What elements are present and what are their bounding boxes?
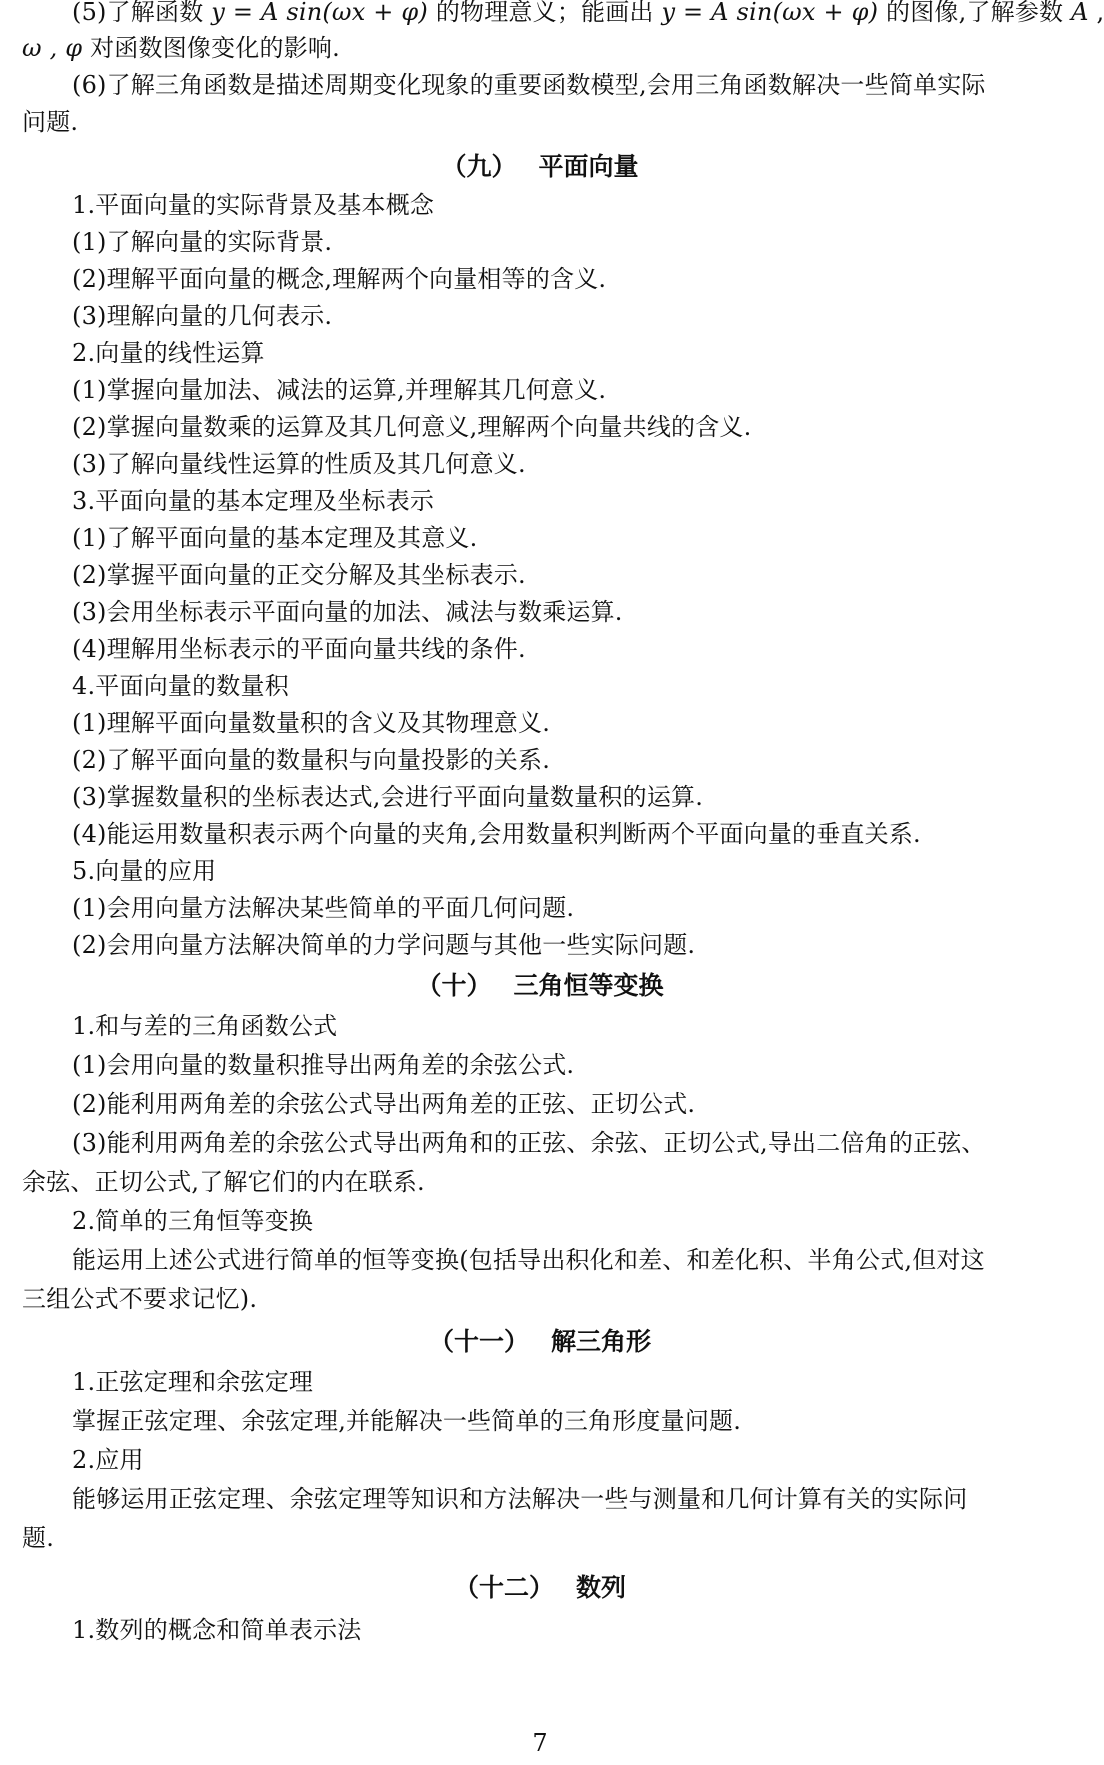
text-run: 的物理意义；能画出 — [427, 0, 662, 26]
paragraph-line: 3.平面向量的基本定理及坐标表示 — [72, 487, 435, 515]
section-number: （十二） — [453, 1573, 554, 1602]
paragraph-line: (3)理解向量的几何表示. — [72, 302, 333, 330]
paragraph-line: (1)了解平面向量的基本定理及其意义. — [72, 524, 478, 552]
section-heading — [0, 1568, 1080, 1608]
text-run: 的图像,了解参数 — [878, 0, 1072, 26]
paragraph-line — [22, 28, 340, 68]
section-heading — [0, 966, 1080, 1006]
formula-parameters: ω , φ — [22, 34, 83, 62]
formula-sine-function: y = A sin(ωx + φ) — [211, 0, 428, 26]
paragraph-line: (4)理解用坐标表示的平面向量共线的条件. — [72, 635, 526, 663]
text-run: , — [1088, 0, 1104, 26]
paragraph-line: 能够运用正弦定理、余弦定理等知识和方法解决一些与测量和几何计算有关的实际问 — [72, 1485, 968, 1513]
paragraph-line: 1.正弦定理和余弦定理 — [72, 1368, 314, 1396]
paragraph-line: 5.向量的应用 — [72, 857, 217, 885]
text-run: 对函数图像变化的影响. — [82, 34, 340, 62]
paragraph-line: (1)了解向量的实际背景. — [72, 228, 333, 256]
paragraph-line: (2)掌握平面向量的正交分解及其坐标表示. — [72, 561, 526, 589]
section-heading — [0, 147, 1080, 187]
section-number: （十一） — [428, 1327, 529, 1356]
paragraph-line: (3)了解向量线性运算的性质及其几何意义. — [72, 450, 526, 478]
section-title: 数列 — [576, 1573, 627, 1602]
paragraph-line: (2)掌握向量数乘的运算及其几何意义,理解两个向量共线的含义. — [72, 413, 752, 441]
section-title: 平面向量 — [538, 152, 639, 181]
paragraph-line: (1)掌握向量加法、减法的运算,并理解其几何意义. — [72, 376, 607, 404]
paragraph-line: 1.平面向量的实际背景及基本概念 — [72, 191, 435, 219]
formula-sine-function: y = A sin(ωx + φ) — [661, 0, 879, 26]
paragraph-line: (2)了解平面向量的数量积与向量投影的关系. — [72, 746, 551, 774]
paragraph-line: 余弦、正切公式,了解它们的内在联系. — [22, 1168, 425, 1196]
paragraph-line: (3)掌握数量积的坐标表达式,会进行平面向量数量积的运算. — [72, 783, 704, 811]
paragraph-line: 2.应用 — [72, 1446, 144, 1474]
paragraph-line: (2)能利用两角差的余弦公式导出两角差的正弦、正切公式. — [72, 1090, 696, 1118]
paragraph-line: 问题. — [22, 108, 79, 136]
paragraph-line: (1)理解平面向量数量积的含义及其物理意义. — [72, 709, 551, 737]
section-number: （九） — [441, 152, 517, 181]
section-number: （十） — [416, 971, 492, 1000]
paragraph-line: 题. — [22, 1524, 55, 1552]
formula-parameter-a: A — [1071, 0, 1089, 26]
paragraph-line: 1.数列的概念和简单表示法 — [72, 1616, 362, 1644]
paragraph-line: 2.简单的三角恒等变换 — [72, 1207, 314, 1235]
paragraph-line: (6)了解三角函数是描述周期变化现象的重要函数模型,会用三角函数解决一些简单实际 — [72, 71, 986, 99]
paragraph-line: (1)会用向量方法解决某些简单的平面几何问题. — [72, 894, 575, 922]
section-heading — [0, 1322, 1080, 1362]
paragraph-line: (3)能利用两角差的余弦公式导出两角和的正弦、余弦、正切公式,导出二倍角的正弦、 — [72, 1129, 986, 1157]
paragraph-line: (2)会用向量方法解决简单的力学问题与其他一些实际问题. — [72, 931, 696, 959]
paragraph-line: (1)会用向量的数量积推导出两角差的余弦公式. — [72, 1051, 575, 1079]
page-number: 7 — [532, 1729, 548, 1757]
paragraph-line: 三组公式不要求记忆). — [22, 1285, 258, 1313]
text-run: (5)了解函数 — [72, 0, 212, 26]
paragraph-line: (2)理解平面向量的概念,理解两个向量相等的含义. — [72, 265, 607, 293]
section-title: 解三角形 — [551, 1327, 652, 1356]
paragraph-line: 4.平面向量的数量积 — [72, 672, 289, 700]
section-title: 三角恒等变换 — [513, 971, 664, 1000]
paragraph-line: 1.和与差的三角函数公式 — [72, 1012, 338, 1040]
paragraph-line: 掌握正弦定理、余弦定理,并能解决一些简单的三角形度量问题. — [72, 1407, 742, 1435]
paragraph-line: 2.向量的线性运算 — [72, 339, 265, 367]
paragraph-line: 能运用上述公式进行简单的恒等变换(包括导出积化和差、和差化积、半角公式,但对这 — [72, 1246, 985, 1274]
paragraph-line: (4)能运用数量积表示两个向量的夹角,会用数量积判断两个平面向量的垂直关系. — [72, 820, 921, 848]
paragraph-line: (3)会用坐标表示平面向量的加法、减法与数乘运算. — [72, 598, 623, 626]
